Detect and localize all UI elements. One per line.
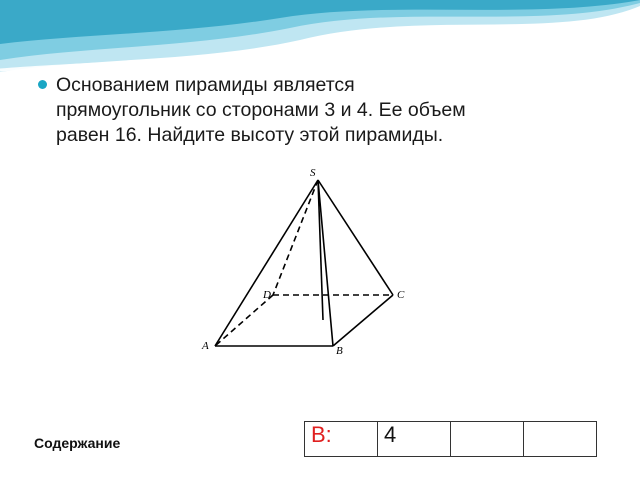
- vertex-label-S: S: [310, 167, 316, 179]
- edge-DA: [215, 295, 273, 346]
- bullet-icon: [38, 80, 47, 89]
- vertex-label-C: C: [397, 289, 405, 301]
- pyramid-figure: [195, 160, 425, 360]
- answer-empty-cell-2: [524, 422, 597, 457]
- vertex-label-D: D: [263, 289, 271, 301]
- answer-empty-cell-1: [451, 422, 524, 457]
- answer-table: [304, 421, 597, 457]
- contents-link[interactable]: Содержание: [34, 435, 121, 451]
- vertex-label-A: A: [202, 340, 209, 352]
- edge-SD: [273, 180, 318, 295]
- question-line-1: Основанием пирамиды является: [56, 74, 355, 96]
- header-wave-decoration: [0, 0, 640, 80]
- question-line-2: прямоугольник со сторонами 3 и 4. Ее объем: [56, 99, 466, 121]
- edge-SA: [215, 180, 318, 346]
- answer-label: В:: [305, 422, 378, 457]
- edge-BC: [333, 295, 393, 346]
- vertex-label-B: B: [336, 345, 343, 357]
- question-line-3: равен 16. Найдите высоту этой пирамиды.: [56, 124, 444, 146]
- edge-SC: [318, 180, 393, 295]
- answer-value: 4: [378, 422, 451, 457]
- question-text: [56, 73, 596, 148]
